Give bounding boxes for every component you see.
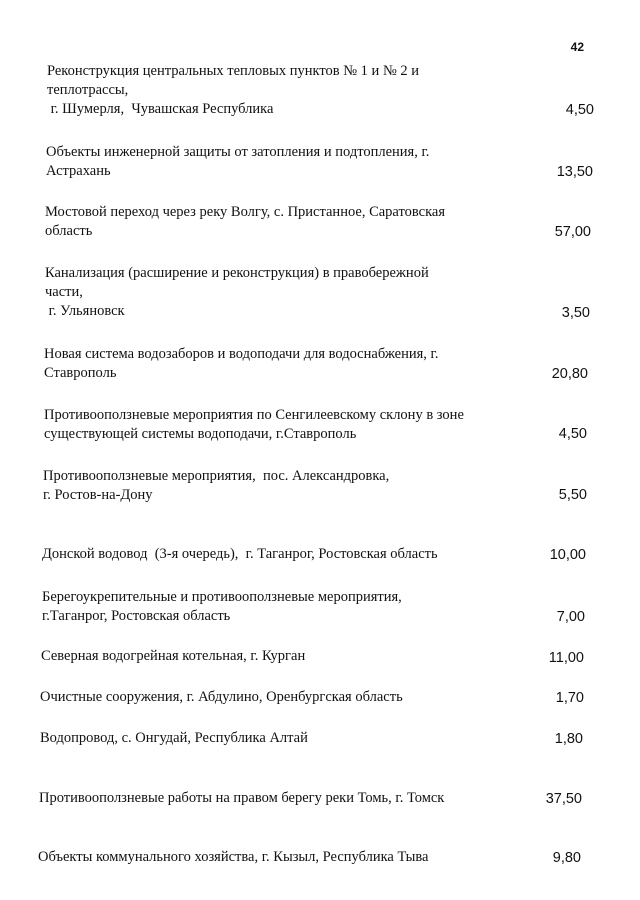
item-amount: 11,00 [548,650,584,666]
item-description: Берегоукрепительные и противооползневые мероприятия, г.Таганрог, Ростовская область [42,589,402,624]
item-description: Объекты коммунального хозяйства, г. Кызыл, Республика Тыва [38,849,429,865]
item-amount: 4,50 [565,102,594,118]
item-amount: 1,70 [555,690,584,706]
item-description: Противооползневые работы на правом берегу реки Томь, г. Томск [39,790,445,806]
page-number: 42 [570,40,584,54]
item-description: Объекты инженерной защиты от затопления и подтопления, г. Астрахань [46,144,430,179]
item-description: Противооползневые мероприятия, пос. Александровка, г. Ростов-на-Дону [43,468,390,503]
item-amount: 1,80 [554,731,583,747]
item-description: Противооползневые мероприятия по Сенгилеевскому склону в зоне существующей системы водоподачи, г.Ставрополь [44,407,464,442]
item-description: Новая система водозаборов и водоподачи для водоснабжения, г. Ставрополь [44,346,439,381]
item-amount: 57,00 [554,224,591,240]
item-description: Донской водовод (3-я очередь), г. Таганрог, Ростовская область [42,546,438,562]
item-amount: 4,50 [558,426,587,442]
item-amount: 5,50 [558,487,587,503]
item-description: Северная водогрейная котельная, г. Курган [41,648,306,664]
item-description: Мостовой переход через реку Волгу, с. Пристанное, Саратовская область [45,204,446,239]
item-amount: 37,50 [545,791,582,807]
item-description: Очистные сооружения, г. Абдулино, Оренбургская область [40,689,403,705]
item-amount: 3,50 [561,305,590,321]
item-amount: 10,00 [549,547,586,563]
item-description: Канализация (расширение и реконструкция) в правобережной части, г. Ульяновск [45,265,429,319]
item-amount: 7,00 [556,609,585,625]
item-amount: 9,80 [552,850,581,866]
item-description: Водопровод, с. Онгудай, Республика Алтай [40,730,308,746]
item-description: Реконструкция центральных тепловых пунктов № 1 и № 2 и теплотрассы, г. Шумерля, Чувашская Республика [47,63,420,117]
item-amount: 20,80 [551,366,588,382]
item-amount: 13,50 [556,164,593,180]
